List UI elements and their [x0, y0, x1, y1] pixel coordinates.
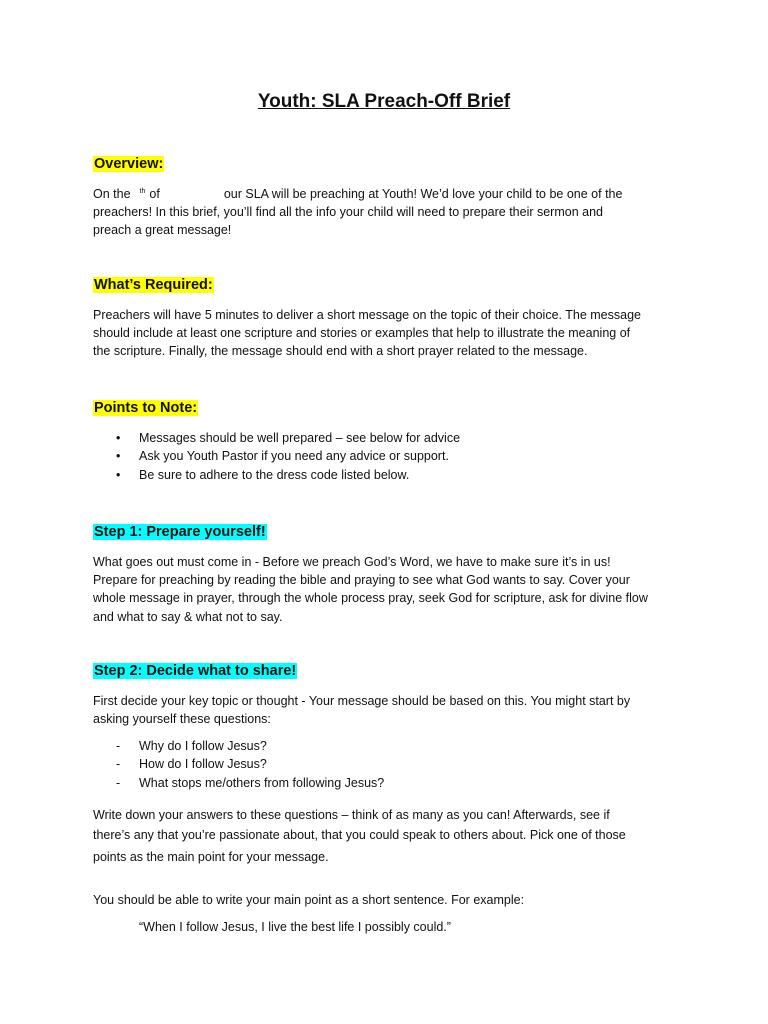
step1-line-4: and what to say & what not to say. — [93, 609, 283, 624]
overview-text-of: of — [149, 187, 160, 201]
step2-answers-line-2: there’s any that you’re passionate about, that you could speak to others about. Pick one of those — [93, 828, 626, 842]
overview-line-2: preachers! In this brief, you’ll find all the info your child will need to prepare their sermon and — [93, 205, 603, 220]
step2-intro-paragraph — [93, 692, 693, 728]
list-item — [93, 429, 693, 447]
required-line-1: Preachers will have 5 minutes to deliver a short message on the topic of their choice. The message — [93, 308, 641, 322]
dash-icon: - — [116, 757, 121, 772]
list-item-text: Why do I follow Jesus? — [139, 739, 267, 753]
points-list — [93, 429, 693, 484]
list-item-text: What stops me/others from following Jesus? — [139, 775, 385, 790]
list-item — [93, 737, 693, 755]
example-quote: “When I follow Jesus, I live the best life I possibly could.” — [139, 920, 451, 934]
required-heading — [93, 276, 214, 295]
step2-example-intro-text: You should be able to write your main point as a short sentence. For example: — [93, 893, 525, 907]
points-heading — [93, 399, 198, 418]
list-item — [93, 447, 693, 465]
overview-text-sla: our SLA will be preaching at Youth! We’d love your child to be one of the — [223, 187, 623, 201]
step1-line-1: What goes out must come in - Before we preach God’s Word, we have to make sure it’s in us! — [93, 555, 611, 569]
bullet-icon: • — [116, 431, 121, 445]
questions-list — [93, 737, 693, 792]
overview-ordinal-suffix: th — [139, 187, 146, 195]
list-item-text: Messages should be well prepared – see below for advice — [139, 431, 461, 445]
dash-icon: - — [116, 739, 121, 753]
step1-line-2: Prepare for preaching by reading the bible and praying to see what God wants to say. Cover your — [93, 573, 630, 588]
list-item-text: How do I follow Jesus? — [139, 757, 267, 772]
required-heading-text: What’s Required: — [94, 277, 213, 293]
list-item — [93, 466, 693, 484]
step2-answers-line-1: Write down your answers to these questions – think of as many as you can! Afterwards, see if — [93, 808, 610, 822]
overview-line-1 — [93, 185, 693, 203]
step2-heading-text: Step 2: Decide what to share! — [94, 663, 297, 679]
bullet-icon: • — [116, 449, 121, 464]
list-item-text: Be sure to adhere to the dress code listed below. — [139, 467, 410, 482]
step1-line-3: whole message in prayer, through the whole process pray, seek God for scripture, ask for divine flow — [93, 591, 648, 606]
bullet-icon: • — [116, 467, 121, 482]
step2-example-intro — [93, 891, 693, 909]
overview-heading-text: Overview: — [94, 156, 164, 172]
required-line-3: the scripture. Finally, the message should end with a short prayer related to the message. — [93, 344, 588, 359]
step1-paragraph — [93, 553, 693, 626]
step1-heading — [93, 523, 267, 542]
list-item — [93, 755, 693, 773]
step2-heading — [93, 662, 297, 681]
overview-line-3: preach a great message! — [93, 223, 232, 238]
overview-paragraph — [93, 185, 693, 240]
required-paragraph — [93, 306, 693, 361]
step2-intro-line-1: First decide your key topic or thought - Your message should be based on this. You might start by — [93, 694, 631, 708]
step2-answers-line-3: points as the main point for your message. — [93, 850, 329, 864]
step2-intro-line-2: asking yourself these questions: — [93, 712, 271, 727]
step2-answers-paragraph — [93, 806, 693, 868]
points-heading-text: Points to Note: — [94, 400, 198, 416]
list-item — [93, 774, 693, 792]
overview-text-on-the: On the — [93, 187, 131, 201]
required-line-2: should include at least one scripture and stories or examples that help to illustrate the meaning of — [93, 326, 631, 341]
overview-heading — [93, 155, 164, 174]
document-title: Youth: SLA Preach-Off Brief — [257, 91, 511, 112]
dash-icon: - — [116, 775, 121, 790]
step1-heading-text: Step 1: Prepare yourself! — [94, 524, 266, 540]
list-item-text: Ask you Youth Pastor if you need any advice or support. — [139, 449, 449, 464]
